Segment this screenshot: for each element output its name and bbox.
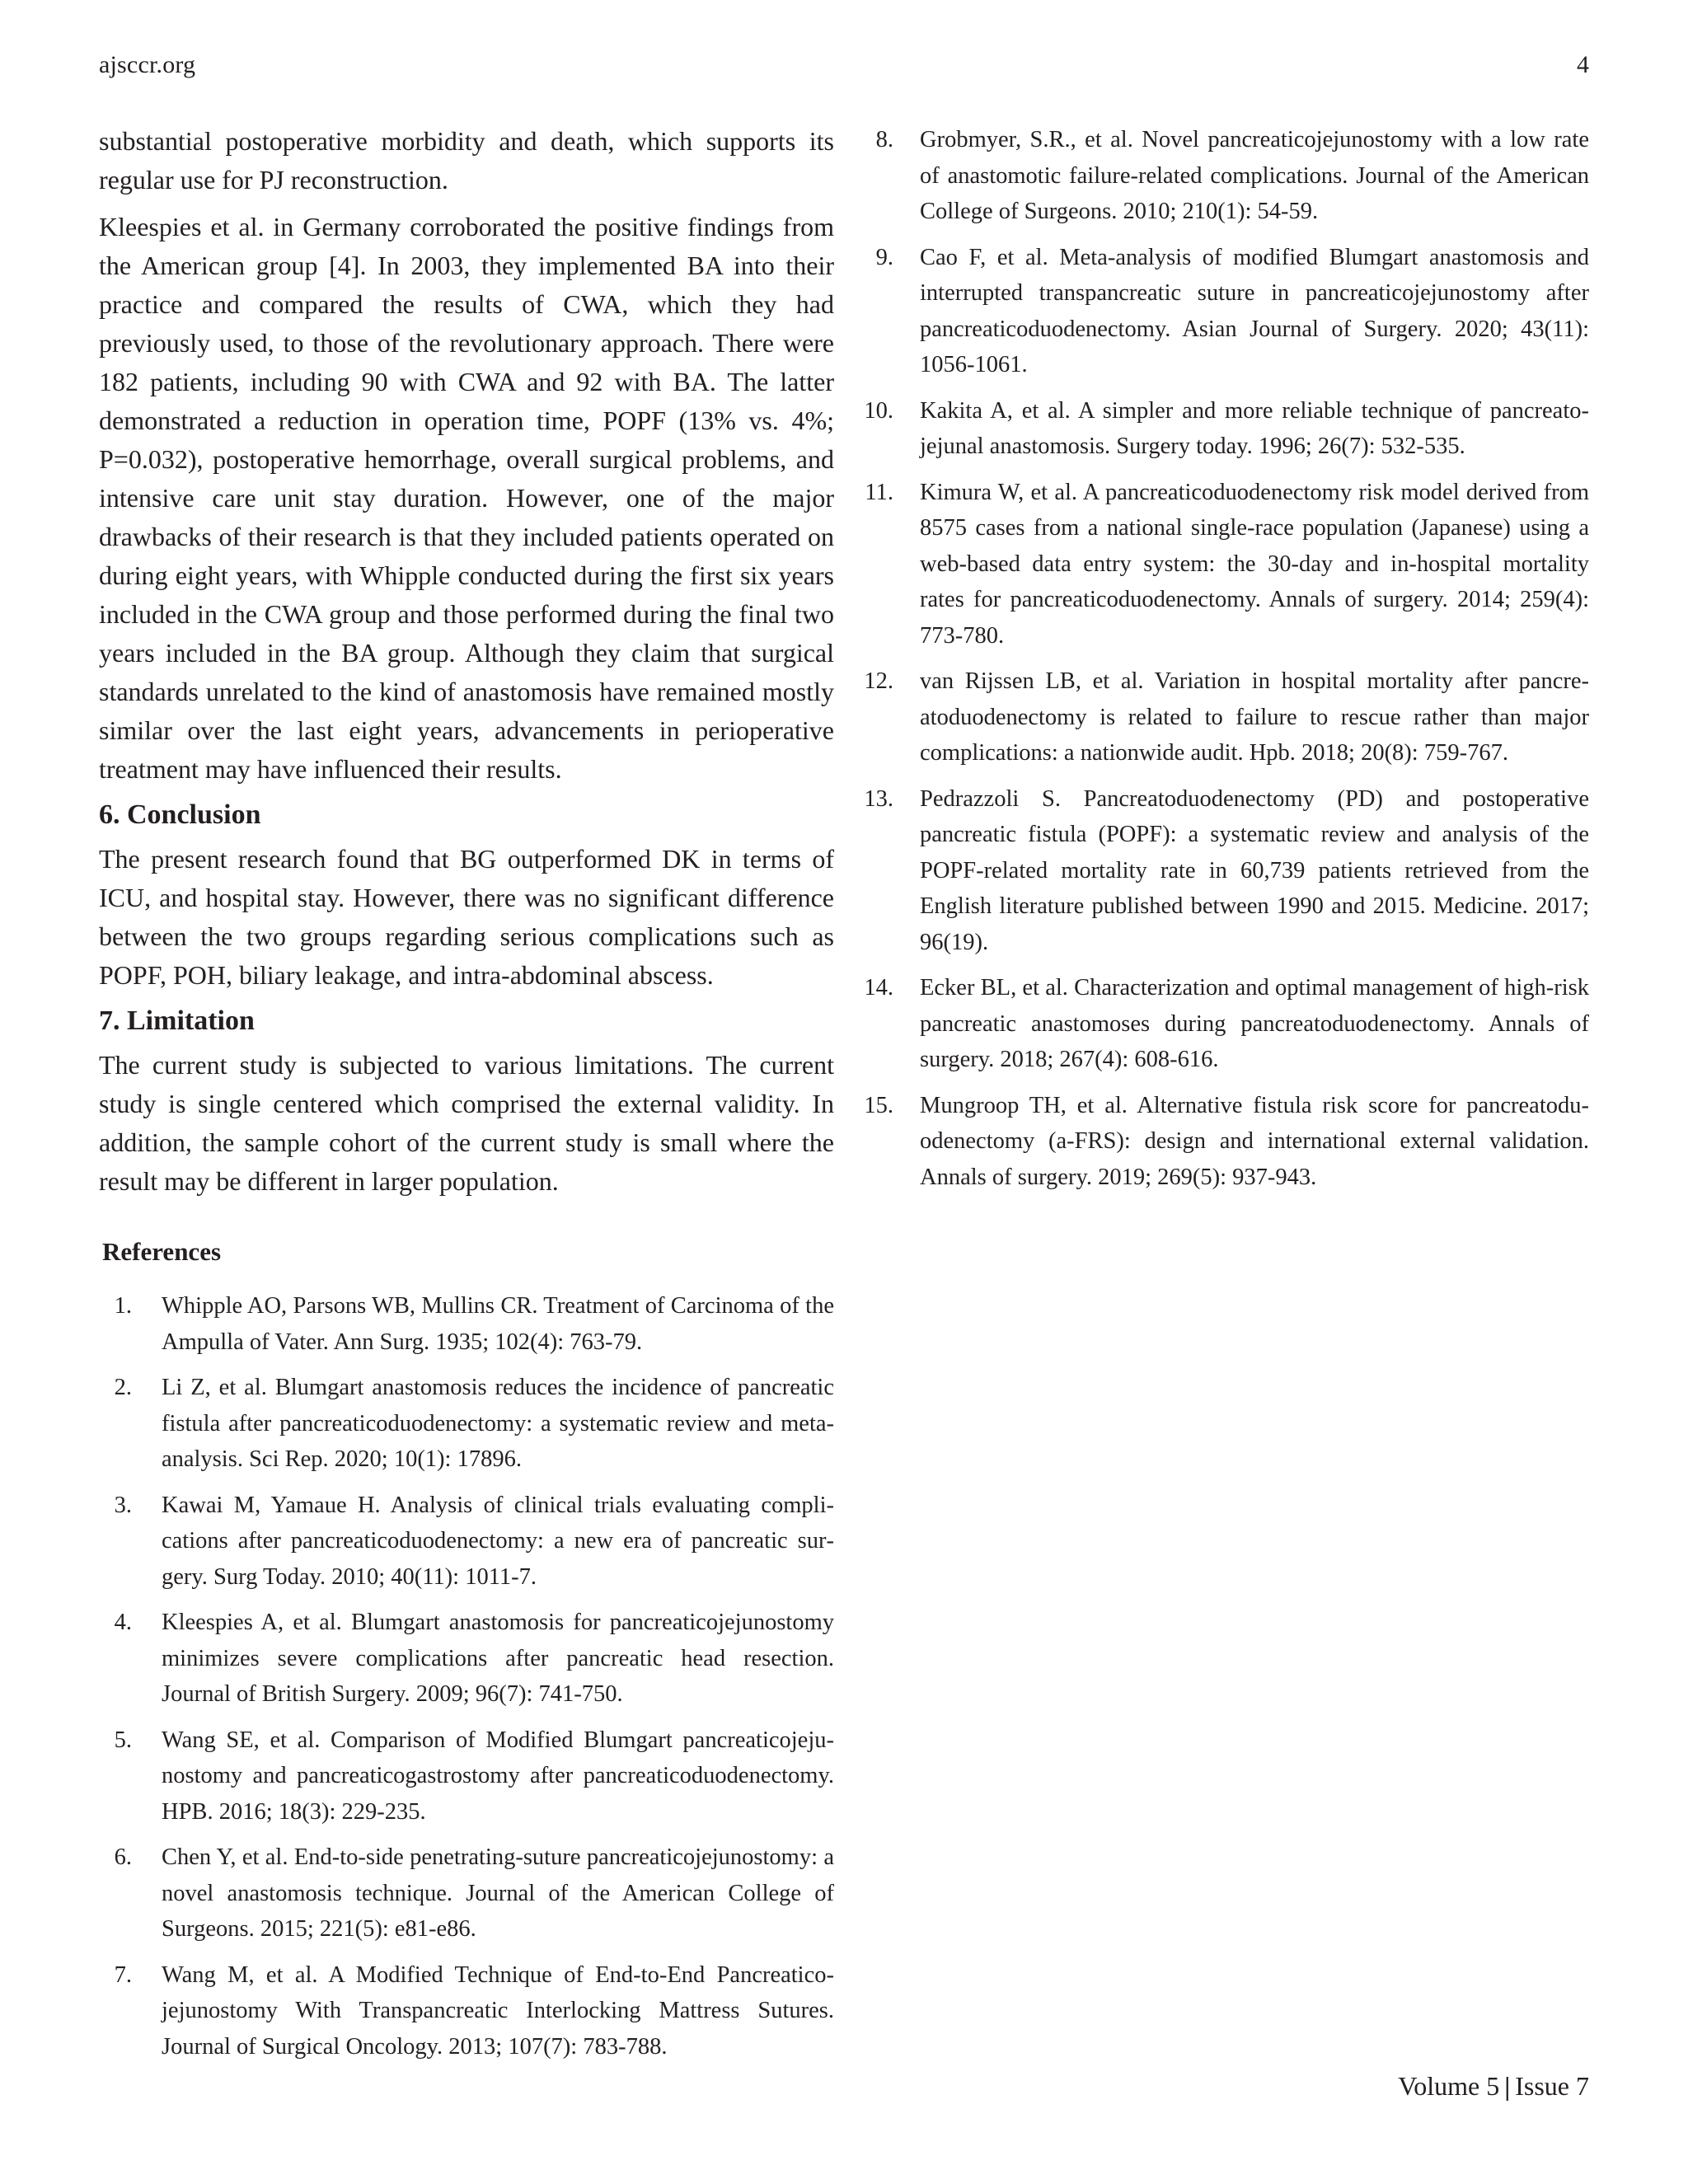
issue-label: Issue 7 xyxy=(1515,2071,1589,2101)
volume-label: Volume 5 xyxy=(1398,2071,1500,2101)
reference-item xyxy=(99,1488,834,1596)
reference-item xyxy=(857,393,1589,465)
reference-number: 11. xyxy=(865,479,893,505)
right-column xyxy=(857,122,1589,1205)
reference-text: Mungroop TH, et al. Alternative fistula risk score for pancreatoduodenectomy (a-FRS): design and international external validation. Annals of surgery. 2019; 269(5): 937-943. xyxy=(920,1092,1589,1190)
reference-item xyxy=(857,781,1589,961)
reference-text: Pedrazzoli S. Pancreatoduodenectomy (PD) and postoperative pancreatic fistula (POPF): a systematic review and analysis of the POPF-related mortality rate in 60,739 patients retrieved from the English literature published between 1990 and 2015. Medicine. 2017; 96(19). xyxy=(920,785,1589,955)
reference-text: Whipple AO, Parsons WB, Mullins CR. Treatment of Carcinoma of the Ampulla of Vater. Ann Surg. 1935; 102(4): 763-79. xyxy=(162,1293,834,1355)
left-column xyxy=(99,122,834,2074)
reference-number: 2. xyxy=(114,1375,132,1400)
reference-number: 5. xyxy=(114,1727,132,1753)
reference-number: 4. xyxy=(114,1610,132,1635)
reference-item xyxy=(857,240,1589,383)
reference-text: Li Z, et al. Blumgart anastomosis reduces the incidence of pancreatic fistula after pancreaticoduodenectomy: a systematic review and meta-analysis. Sci Rep. 2020; 10(1): 17896. xyxy=(162,1375,834,1472)
reference-text: Wang SE, et al. Comparison of Modified Blumgart pancreaticojejunostomy and pancreaticogastrostomy after pancreaticoduodenectomy. HPB. 2016; 18(3): 229-235. xyxy=(162,1727,834,1825)
reference-text: Kleespies A, et al. Blumgart anastomosis for pancreaticojejunostomy minimizes severe complications after pancreatic head resection. Journal of British Surgery. 2009; 96(7): 741-750. xyxy=(162,1610,834,1707)
body-paragraph: Kleespies et al. in Germany corroborated the positive findings from the American group [4]. In 2003, they implemented BA into their practice and compared the results of CWA, which they had previously used, to those of the revolutionary approach. There were 182 patients, including 90 with CWA and 92 with BA. The latter demonstrated a reduction in operation time, POPF (13% vs. 4%; P=0.032), postoperative hemorrhage, overall surgical problems, and intensive care unit stay duration. However, one of the major drawbacks of their research is that they included patients operated on during eight years, with Whipple conducted during the first six years included in the CWA group and those performed during the final two years included in the BA group. Although they claim that surgical standards unrelated to the kind of anastomosis have remained mostly similar over the last eight years, advancements in perioperative treatment may have influenced their results. xyxy=(99,212,834,784)
reference-item xyxy=(99,1840,834,1947)
reference-text: Ecker BL, et al. Characterization and optimal management of high-risk pancreatic anastomoses during pancreatoduodenectomy. Annals of surgery. 2018; 267(4): 608-616. xyxy=(920,975,1589,1072)
reference-item xyxy=(857,475,1589,654)
reference-item xyxy=(99,1722,834,1830)
reference-number: 1. xyxy=(114,1293,132,1319)
reference-number: 7. xyxy=(114,1961,132,1988)
page-number: 4 xyxy=(1577,51,1589,78)
reference-text: Grobmyer, S.R., et al. Novel pancreaticojejunostomy with a low rate of anastomotic failure-related complications. Journal of the American College of Surgeons. 2010; 210(1): 54-59. xyxy=(920,127,1589,224)
reference-item xyxy=(857,122,1589,230)
limitation-heading: 7. Limitation xyxy=(99,1005,255,1036)
reference-text: Kimura W, et al. A pancreaticoduodenectomy risk model derived from 8575 cases from a national single-race population (Japanese) using a web-based data entry system: the 30-day and in-hospital mortality rates for pancreaticoduodenectomy. Annals of surgery. 2014; 259(4): 773-780. xyxy=(920,479,1589,649)
reference-text: Wang M, et al. A Modified Technique of End-to-End Pancreaticojejunostomy With Transpancreatic Interlocking Mattress Sutures. Journal of Surgical Oncology. 2013; 107(7): 783-788. xyxy=(162,1961,834,2060)
reference-item xyxy=(99,1288,834,1360)
reference-number: 13. xyxy=(864,785,893,812)
reference-number: 15. xyxy=(864,1092,893,1118)
reference-number: 9. xyxy=(875,244,893,270)
conclusion-paragraph: The present research found that BG outperformed DK in terms of ICU, and hospital stay. However, there was no significant difference between the two groups regarding serious complications such as POPF, POH, biliary leakage, and intra-abdominal abscess. xyxy=(99,844,834,990)
reference-text: Kawai M, Yamaue H. Analysis of clinical trials evaluating complications after pancreaticoduodenectomy: a new era of pancreatic surgery. Surg Today. 2010; 40(11): 1011-7. xyxy=(162,1492,834,1590)
body-paragraph: substantial postoperative morbidity and death, which supports its regular use for PJ reconstruction. xyxy=(99,126,834,194)
references-heading: References xyxy=(102,1237,222,1266)
journal-site-header: ajsccr.org xyxy=(99,51,196,78)
reference-item xyxy=(99,1957,834,2065)
reference-list-left xyxy=(99,1288,834,2064)
reference-text: van Rijssen LB, et al. Variation in hospital mortality after pancreatoduodenectomy is related to failure to rescue rather than major complications: a nationwide audit. Hpb. 2018; 20(8): 759-767. xyxy=(920,668,1589,766)
reference-text: Cao F, et al. Meta-analysis of modified Blumgart anastomosis and interrupted transpancreatic suture in pancreaticojejunostomy after pancreaticoduodenectomy. Asian Journal of Surgery. 2020; 43(11): 1056-1061. xyxy=(920,244,1589,377)
limitation-paragraph: The current study is subjected to various limitations. The current study is single centered which comprised the external validity. In addition, the sample cohort of the current study is small where the result may be different in larger population. xyxy=(99,1050,834,1196)
volume-issue-footer xyxy=(1398,2071,1589,2102)
reference-number: 8. xyxy=(875,127,893,152)
reference-number: 3. xyxy=(114,1492,132,1518)
reference-item xyxy=(99,1605,834,1713)
reference-list-right xyxy=(857,122,1589,1195)
reference-item xyxy=(857,970,1589,1078)
conclusion-heading: 6. Conclusion xyxy=(99,799,261,830)
reference-number: 6. xyxy=(114,1844,132,1870)
reference-number: 10. xyxy=(864,397,893,424)
reference-item xyxy=(857,663,1589,771)
reference-number: 14. xyxy=(864,975,893,1001)
reference-number: 12. xyxy=(864,668,893,694)
reference-item xyxy=(99,1370,834,1478)
footer-separator: | xyxy=(1504,2071,1511,2101)
reference-text: Chen Y, et al. End-to-side penetrating-suture pancreaticojejunostomy: a novel anastomosis technique. Journal of the American College of Surgeons. 2015; 221(5): e81-e86. xyxy=(162,1844,834,1942)
reference-item xyxy=(857,1088,1589,1196)
reference-text: Kakita A, et al. A simpler and more reliable technique of pancreatojejunal anastomosis. Surgery today. 1996; 26(7): 532-535. xyxy=(920,397,1589,459)
